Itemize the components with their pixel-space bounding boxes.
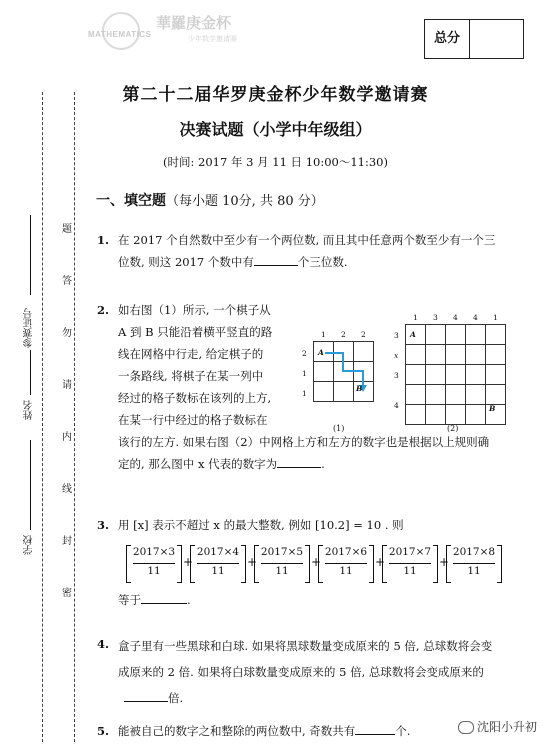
- plus-sign: +: [183, 555, 194, 569]
- chat-bubble-icon: [458, 721, 474, 734]
- fig2-left-label: 3: [394, 371, 399, 380]
- fig2-left-label: x: [394, 351, 399, 360]
- section-heading: [96, 190, 324, 210]
- fig1-top-label: 2: [361, 330, 366, 339]
- fig2-left-label: 3: [394, 331, 399, 340]
- logo-text: MATHEMATICS: [88, 30, 152, 39]
- plus-sign: +: [439, 555, 450, 569]
- fig1-left-label: 2: [302, 349, 307, 358]
- logo-calligraphy: 華羅庚金杯: [156, 14, 232, 32]
- plus-sign: +: [247, 555, 258, 569]
- fig1-caption: (1): [333, 424, 345, 433]
- seal-char: 勿: [62, 328, 72, 339]
- q1-line1: 在 2017 个自然数中至少有一个两位数, 而且其中任意两个数至少有一个三: [118, 233, 496, 247]
- q1-line2: 位数, 则这 2017 个数中有 个三位数.: [118, 251, 518, 273]
- floor-fraction: 2017×4 11: [190, 545, 246, 583]
- seal-char: 线: [62, 484, 72, 495]
- question-4: 盒子里有一些黑球和白球. 如果将黑球数量变成原来的 5 倍, 总球数将会变 成原来的 2 倍. 如果将白球数量变成原来的 5 倍, 总球数将会变成原来的 倍.: [118, 639, 493, 705]
- section-note: （每小题 10分, 共 80 分）: [166, 194, 324, 209]
- fig2-left-label: 4: [394, 401, 399, 410]
- question-number: 5.: [97, 724, 110, 738]
- school-line: [30, 440, 31, 530]
- name-label: 姓名: [24, 400, 35, 420]
- school-label: 学校: [24, 535, 35, 555]
- floor-fraction: 2017×7 11: [382, 545, 438, 583]
- q3-answer-line: 等于 .: [118, 589, 191, 611]
- question-1: [118, 229, 518, 273]
- binding-line-left: [42, 92, 43, 742]
- seal-char: 答: [62, 276, 72, 287]
- answer-blank[interactable]: [124, 688, 168, 702]
- score-box: [424, 19, 524, 59]
- point-b: B: [489, 404, 496, 413]
- seal-char: 请: [62, 380, 72, 391]
- question-number: 1.: [97, 233, 110, 247]
- fig1-left-label: 1: [302, 389, 307, 398]
- section-name: 一、填空题: [96, 193, 166, 209]
- name-line: [30, 350, 31, 395]
- question-2-cont: 该行的左方. 如果右图（2）中网格上方和左方的数字也是根据以上规则确 定的, 那么图中 x 代表的数字为 .: [118, 435, 490, 471]
- question-number: 4.: [97, 637, 110, 651]
- answer-blank[interactable]: [355, 721, 395, 735]
- logo: [88, 10, 258, 46]
- answer-blank[interactable]: [141, 590, 187, 604]
- q3-line1: 用 [x] 表示不超过 x 的最大整数, 例如 [10.2] = 10 . 则: [118, 518, 404, 532]
- fig2-top-label: 1: [493, 313, 498, 322]
- fig1-top-label: 2: [341, 330, 346, 339]
- watermark: 沈阳小升初: [458, 718, 537, 735]
- seal-char: 密: [62, 588, 72, 599]
- question-number: 2.: [97, 303, 110, 317]
- binding-line-right: [74, 92, 75, 742]
- fig2-top-label: 4: [453, 313, 458, 322]
- answer-blank[interactable]: [277, 454, 321, 468]
- plus-sign: +: [311, 555, 322, 569]
- score-label: 总分: [425, 20, 470, 58]
- fig2-top-label: 1: [413, 313, 418, 322]
- question-2: 如右图（1）所示, 一个棋子从 A 到 B 只能沿着横平竖直的路 线在网格中行走, 给定棋子的 一条路线, 将棋子在某一列中 经过的格子数标在该列的上方, 在某一行中经过的格子数标在: [118, 303, 273, 427]
- question-5: 能被自己的数字之和整除的两位数中, 奇数共有 个.: [118, 720, 458, 742]
- floor-fraction: 2017×3 11: [126, 545, 182, 583]
- seal-char: 题: [62, 224, 72, 235]
- point-a: A: [318, 348, 324, 357]
- exam-no-line: [30, 215, 31, 295]
- logo-subtitle: 少年数学邀请赛: [188, 35, 237, 43]
- answer-blank[interactable]: [254, 252, 298, 266]
- fig1-left-label: 1: [302, 369, 307, 378]
- seal-char: 封: [62, 536, 72, 547]
- exam-no-label: 参赛证号: [24, 308, 35, 348]
- fig2-top-label: 3: [433, 313, 438, 322]
- exam-time: (时间: 2017 年 3 月 11 日 10:00～11:30): [163, 155, 388, 169]
- floor-fraction: 2017×5 11: [254, 545, 310, 583]
- page-title: 第二十二届华罗庚金杯少年数学邀请赛: [122, 85, 429, 105]
- fig1-top-label: 1: [321, 330, 326, 339]
- floor-fraction: 2017×6 11: [318, 545, 374, 583]
- question-number: 3.: [97, 518, 110, 532]
- page-subtitle: 决赛试题（小学中年级组）: [179, 120, 372, 139]
- seal-char: 内: [62, 432, 72, 443]
- floor-fraction: 2017×8 11: [446, 545, 502, 583]
- plus-sign: +: [375, 555, 386, 569]
- point-a: A: [410, 330, 416, 339]
- fig2-caption: (2): [447, 424, 459, 433]
- point-b: B: [356, 384, 363, 393]
- fig2-top-label: 4: [473, 313, 478, 322]
